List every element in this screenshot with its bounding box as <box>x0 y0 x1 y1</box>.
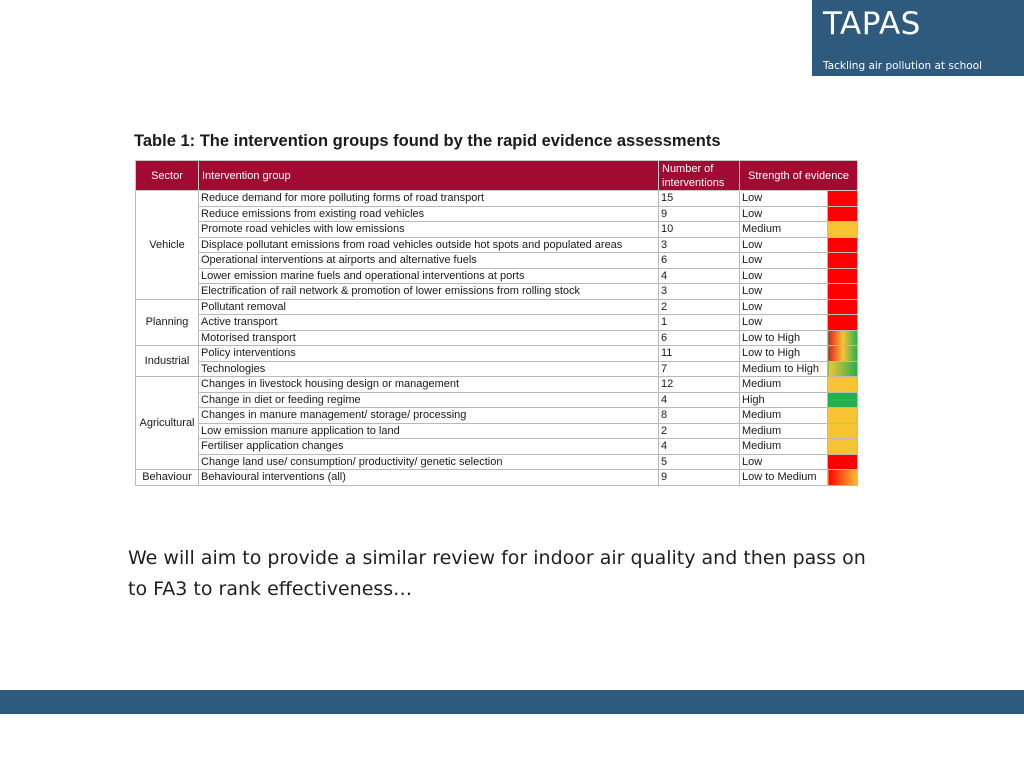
table-row <box>136 253 858 269</box>
table-row <box>136 454 858 470</box>
number-cell: 5 <box>659 454 740 470</box>
intervention-group-cell: Reduce demand for more polluting forms of road transport <box>199 191 659 207</box>
strength-cell: Low <box>740 268 828 284</box>
table-row <box>136 315 858 331</box>
sector-cell: Vehicle <box>136 191 199 300</box>
header-sector: Sector <box>136 161 199 191</box>
table-row <box>136 191 858 207</box>
intervention-group-cell: Low emission manure application to land <box>199 423 659 439</box>
number-cell: 11 <box>659 346 740 362</box>
table-row <box>136 470 858 486</box>
intervention-group-cell: Active transport <box>199 315 659 331</box>
header-strength-of-evidence: Strength of evidence <box>740 161 858 191</box>
strength-cell: Low <box>740 284 828 300</box>
table-row <box>136 361 858 377</box>
strength-color-swatch <box>828 330 858 346</box>
strength-color-swatch <box>828 470 858 486</box>
strength-color-swatch <box>828 284 858 300</box>
brand-banner <box>812 0 1024 76</box>
intervention-group-cell: Behavioural interventions (all) <box>199 470 659 486</box>
brand-tagline: Tackling air pollution at school <box>823 60 983 72</box>
strength-cell: Low <box>740 253 828 269</box>
strength-color-swatch <box>828 423 858 439</box>
strength-cell: Low <box>740 191 828 207</box>
intervention-group-cell: Change land use/ consumption/ productivity/ genetic selection <box>199 454 659 470</box>
intervention-group-cell: Lower emission marine fuels and operational interventions at ports <box>199 268 659 284</box>
intervention-group-cell: Reduce emissions from existing road vehicles <box>199 206 659 222</box>
footer-bar <box>0 690 1024 714</box>
number-cell: 9 <box>659 470 740 486</box>
strength-cell: Medium <box>740 222 828 238</box>
number-cell: 6 <box>659 330 740 346</box>
strength-color-swatch <box>828 439 858 455</box>
strength-color-swatch <box>828 454 858 470</box>
table-row <box>136 346 858 362</box>
number-cell: 3 <box>659 284 740 300</box>
table-row <box>136 439 858 455</box>
table-row <box>136 237 858 253</box>
table-row <box>136 268 858 284</box>
strength-cell: High <box>740 392 828 408</box>
intervention-group-cell: Pollutant removal <box>199 299 659 315</box>
strength-color-swatch <box>828 392 858 408</box>
table-row <box>136 222 858 238</box>
intervention-group-cell: Policy interventions <box>199 346 659 362</box>
strength-cell: Medium <box>740 423 828 439</box>
intervention-table <box>135 160 858 486</box>
intervention-group-cell: Change in diet or feeding regime <box>199 392 659 408</box>
sector-cell: Agricultural <box>136 377 199 470</box>
intervention-group-cell: Operational interventions at airports and alternative fuels <box>199 253 659 269</box>
intervention-group-cell: Changes in livestock housing design or management <box>199 377 659 393</box>
table-row <box>136 408 858 424</box>
strength-cell: Medium <box>740 408 828 424</box>
table-row <box>136 330 858 346</box>
strength-cell: Low <box>740 237 828 253</box>
table-row <box>136 299 858 315</box>
intervention-group-cell: Promote road vehicles with low emissions <box>199 222 659 238</box>
strength-color-swatch <box>828 346 858 362</box>
table-row <box>136 284 858 300</box>
intervention-group-cell: Motorised transport <box>199 330 659 346</box>
intervention-group-cell: Fertiliser application changes <box>199 439 659 455</box>
strength-color-swatch <box>828 206 858 222</box>
sector-cell: Industrial <box>136 346 199 377</box>
intervention-group-cell: Displace pollutant emissions from road vehicles outside hot spots and populated areas <box>199 237 659 253</box>
intervention-group-cell: Changes in manure management/ storage/ processing <box>199 408 659 424</box>
number-cell: 7 <box>659 361 740 377</box>
table-row <box>136 392 858 408</box>
number-cell: 6 <box>659 253 740 269</box>
strength-color-swatch <box>828 361 858 377</box>
number-cell: 9 <box>659 206 740 222</box>
strength-cell: Medium <box>740 439 828 455</box>
strength-cell: Low to High <box>740 330 828 346</box>
number-cell: 10 <box>659 222 740 238</box>
table-row <box>136 377 858 393</box>
strength-cell: Medium <box>740 377 828 393</box>
strength-cell: Low to Medium <box>740 470 828 486</box>
number-cell: 1 <box>659 315 740 331</box>
number-cell: 2 <box>659 423 740 439</box>
number-cell: 4 <box>659 439 740 455</box>
strength-color-swatch <box>828 222 858 238</box>
header-intervention-group: Intervention group <box>199 161 659 191</box>
table-row <box>136 423 858 439</box>
strength-color-swatch <box>828 237 858 253</box>
sector-cell: Planning <box>136 299 199 346</box>
number-cell: 2 <box>659 299 740 315</box>
strength-color-swatch <box>828 408 858 424</box>
number-cell: 4 <box>659 268 740 284</box>
table-row <box>136 206 858 222</box>
caption-text: We will aim to provide a similar review for indoor air quality and then pass on to FA3 to rank effectiveness… <box>128 547 866 600</box>
strength-cell: Low <box>740 206 828 222</box>
strength-cell: Medium to High <box>740 361 828 377</box>
table-title: Table 1: The intervention groups found by the rapid evidence assessments <box>134 132 721 150</box>
number-cell: 12 <box>659 377 740 393</box>
number-cell: 4 <box>659 392 740 408</box>
strength-color-swatch <box>828 253 858 269</box>
table-body <box>136 191 858 486</box>
number-cell: 8 <box>659 408 740 424</box>
sector-cell: Behaviour <box>136 470 199 486</box>
strength-color-swatch <box>828 377 858 393</box>
number-cell: 3 <box>659 237 740 253</box>
strength-cell: Low to High <box>740 346 828 362</box>
strength-color-swatch <box>828 191 858 207</box>
strength-cell: Low <box>740 299 828 315</box>
strength-cell: Low <box>740 454 828 470</box>
strength-color-swatch <box>828 299 858 315</box>
table-header-row <box>136 161 858 191</box>
strength-color-swatch <box>828 315 858 331</box>
strength-color-swatch <box>828 268 858 284</box>
number-cell: 15 <box>659 191 740 207</box>
intervention-group-cell: Electrification of rail network & promotion of lower emissions from rolling stock <box>199 284 659 300</box>
brand-name: TAPAS <box>823 6 921 42</box>
intervention-group-cell: Technologies <box>199 361 659 377</box>
header-number-of-interventions: Number of interventions <box>659 161 740 191</box>
strength-cell: Low <box>740 315 828 331</box>
